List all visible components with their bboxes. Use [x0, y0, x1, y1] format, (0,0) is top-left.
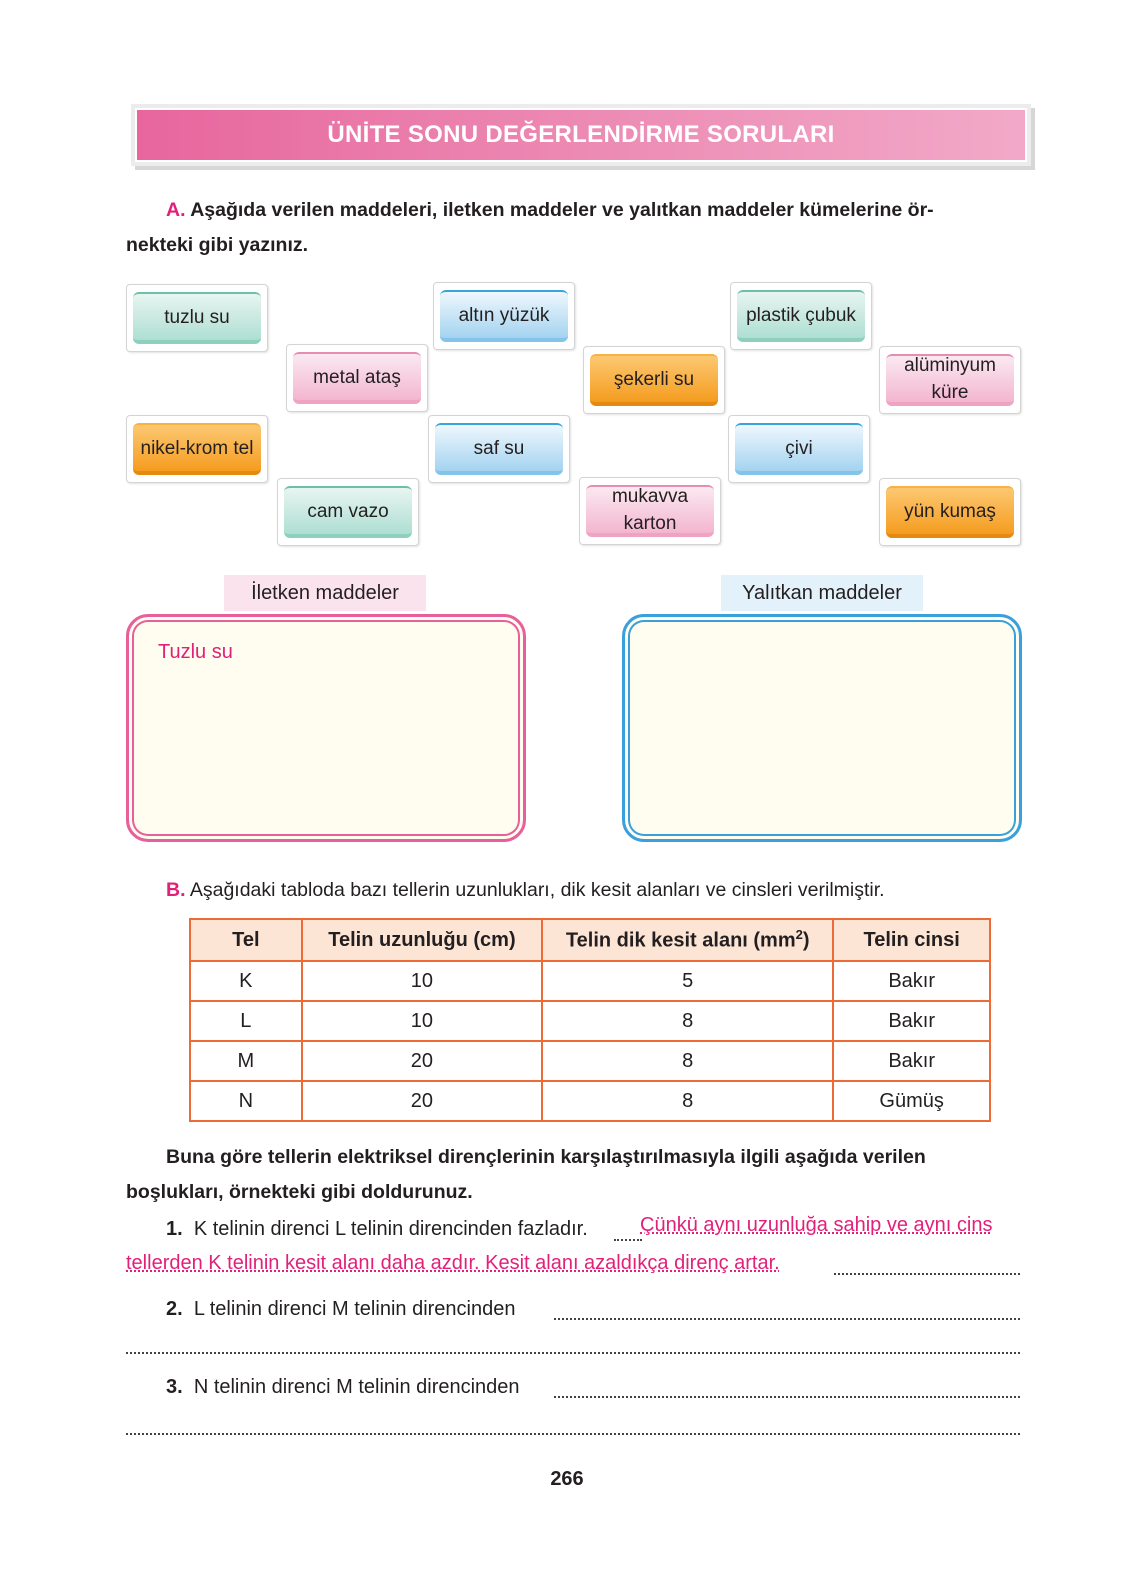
header-material: Telin cinsi — [833, 919, 990, 961]
page-title: ÜNİTE SONU DEĞERLENDİRME SORULARI — [327, 121, 835, 148]
section-b-letter: B. — [166, 879, 186, 901]
cell-material: Bakır — [833, 1001, 990, 1041]
header-cross-section: Telin dik kesit alanı $(mm^2)$ — [542, 919, 833, 961]
table-header-row — [190, 919, 990, 961]
table-row — [190, 1081, 990, 1121]
cell-tel: K — [190, 961, 302, 1001]
conductors-label: İletken maddeler — [224, 575, 426, 611]
section-a-line1: Aşağıda verilen maddeleri, iletken maddeler ve yalıtkan maddeler kümelerine ör- — [190, 199, 934, 221]
answer-1-line1[interactable]: Çünkü aynı uzunluğa sahip ve aynı cins — [640, 1214, 993, 1236]
conductors-example: Tuzlu su — [158, 641, 233, 663]
cell-length: 10 — [302, 961, 542, 1001]
table-row — [190, 961, 990, 1001]
question-text: L telinin direnci M telinin direncinden — [193, 1298, 516, 1320]
chip-saf-su[interactable] — [428, 415, 570, 483]
header-length: Telin uzunluğu (cm) — [302, 919, 542, 961]
question-number: 1. — [166, 1218, 183, 1240]
question-text: K telinin direnci L telinin direncinden fazladır. — [193, 1218, 588, 1240]
chip-tuzlu-su[interactable] — [126, 284, 268, 352]
insulators-label: Yalıtkan maddeler — [721, 575, 923, 611]
chip-label: yün kumaş — [886, 486, 1014, 538]
page-number: 266 — [550, 1468, 584, 1490]
chip-label: alüminyum küre — [886, 354, 1014, 406]
question-number: 3. — [166, 1376, 183, 1398]
answer-line — [834, 1273, 1020, 1275]
chip-label: cam vazo — [284, 486, 412, 538]
cell-length: 10 — [302, 1001, 542, 1041]
cell-area: 5 — [542, 961, 833, 1001]
answer-line — [614, 1239, 642, 1241]
cell-material: Gümüş — [833, 1081, 990, 1121]
cell-length: 20 — [302, 1041, 542, 1081]
section-b-instruction — [166, 873, 885, 908]
wire-table — [189, 918, 991, 1122]
question-2 — [166, 1294, 515, 1324]
chip-civi[interactable] — [728, 415, 870, 483]
chip-label: altın yüzük — [440, 290, 568, 342]
cell-tel: N — [190, 1081, 302, 1121]
followup-instruction — [126, 1140, 1026, 1210]
chip-cam-vazo[interactable] — [277, 478, 419, 546]
answer-field-3a[interactable] — [554, 1396, 1020, 1398]
question-number: 2. — [166, 1298, 183, 1320]
section-a-instruction — [126, 193, 1026, 263]
chip-label: şekerli su — [590, 354, 718, 406]
chip-altin-yuzuk[interactable] — [433, 282, 575, 350]
insulators-set-box[interactable] — [622, 614, 1022, 842]
chip-label: tuzlu su — [133, 292, 261, 344]
cell-material: Bakır — [833, 1041, 990, 1081]
table-row — [190, 1041, 990, 1081]
chip-label: çivi — [735, 423, 863, 475]
table-row — [190, 1001, 990, 1041]
header-tel: Tel — [190, 919, 302, 961]
title-banner-inner — [135, 108, 1027, 162]
question-3 — [166, 1372, 520, 1402]
chip-label: saf su — [435, 423, 563, 475]
chip-mukavva-karton[interactable] — [579, 477, 721, 545]
chip-nikel-krom-tel[interactable] — [126, 415, 268, 483]
section-b-text: Aşağıdaki tabloda bazı tellerin uzunlukları, dik kesit alanları ve cinsleri verilmiştir. — [189, 879, 885, 901]
section-a-letter: A. — [166, 199, 186, 221]
conductors-set-box[interactable] — [126, 614, 526, 842]
cell-tel: L — [190, 1001, 302, 1041]
cell-area: 8 — [542, 1001, 833, 1041]
chip-aluminyum-kure[interactable] — [879, 346, 1021, 414]
cell-area: 8 — [542, 1081, 833, 1121]
answer-field-3b[interactable] — [126, 1433, 1020, 1435]
cell-length: 20 — [302, 1081, 542, 1121]
cell-tel: M — [190, 1041, 302, 1081]
chip-sekerli-su[interactable] — [583, 346, 725, 414]
question-text: N telinin direnci M telinin direncinden — [193, 1376, 520, 1398]
chip-label: plastik çubuk — [737, 290, 865, 342]
chip-label: mukavva karton — [586, 485, 714, 537]
followup-line1: Buna göre tellerin elektriksel dirençlerinin karşılaştırılmasıyla ilgili aşağıda verilen — [166, 1146, 926, 1168]
answer-field-2b[interactable] — [126, 1352, 1020, 1354]
chip-plastik-cubuk[interactable] — [730, 282, 872, 350]
question-1 — [166, 1214, 588, 1244]
chip-label: metal ataş — [293, 352, 421, 404]
answer-1-line2[interactable]: tellerden K telinin kesit alanı daha azdır. Kesit alanı azaldıkça direnç artar. — [126, 1252, 780, 1274]
chip-metal-atas[interactable] — [286, 344, 428, 412]
title-banner — [131, 104, 1031, 166]
chip-yun-kumas[interactable] — [879, 478, 1021, 546]
answer-field-2a[interactable] — [554, 1318, 1020, 1320]
cell-material: Bakır — [833, 961, 990, 1001]
cell-area: 8 — [542, 1041, 833, 1081]
chip-label: nikel-krom tel — [133, 423, 261, 475]
followup-line2: boşlukları, örnekteki gibi doldurunuz. — [126, 1181, 473, 1203]
section-a-line2: nekteki gibi yazınız. — [126, 234, 309, 256]
